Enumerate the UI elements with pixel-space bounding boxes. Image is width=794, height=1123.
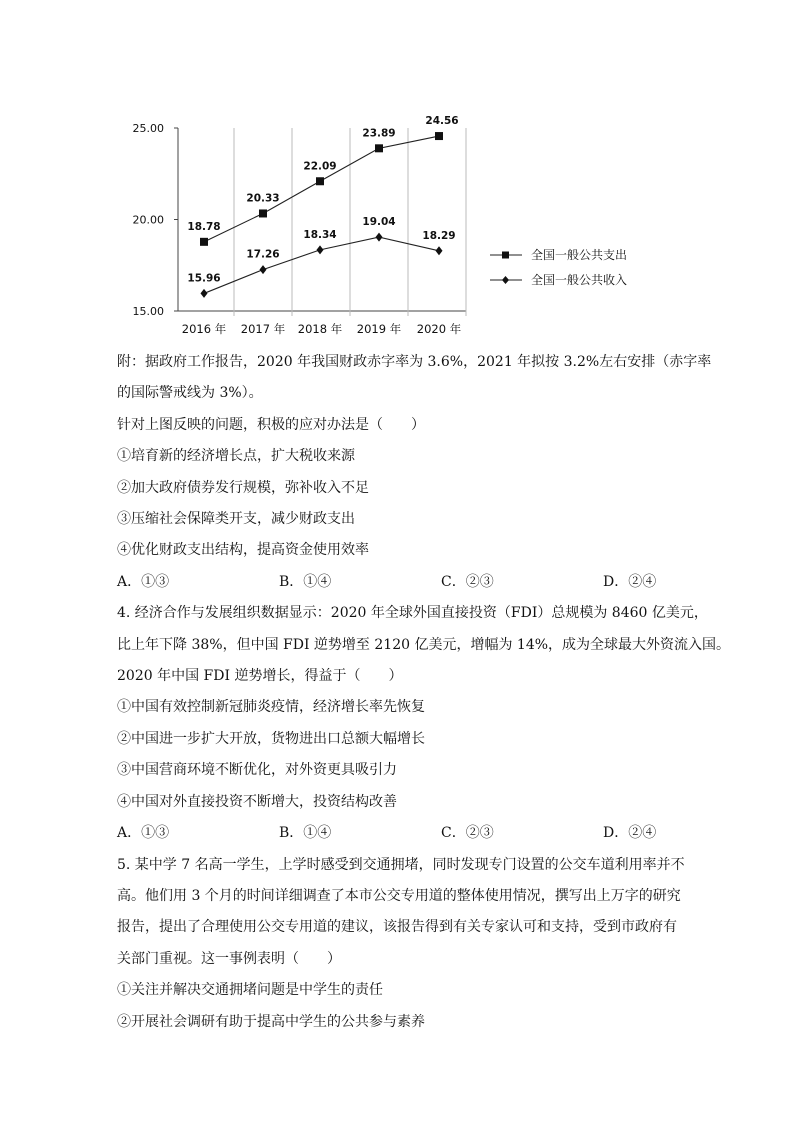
q4-item: ③中国营商环境不断优化，对外资更具吸引力: [117, 762, 397, 779]
q3-options: [117, 567, 677, 598]
q4-option-c[interactable]: C．②③: [441, 825, 494, 842]
q4-option-d[interactable]: D．②④: [603, 825, 657, 842]
q3-item: ③压缩社会保障类开支，减少财政支出: [117, 511, 355, 528]
diamond-marker: [317, 245, 324, 254]
x-tick-labels: [182, 322, 462, 336]
legend-diamond-marker: [502, 276, 509, 284]
legend-square-marker: [502, 252, 509, 259]
q4-item: ②中国进一步扩大开放，货物进出口总额大幅增长: [117, 730, 425, 747]
chart-legend: [490, 247, 627, 287]
data-label: 18.29: [422, 229, 456, 242]
data-label: 19.04: [362, 216, 396, 229]
q3-item: ②加大政府债券发行规模，弥补收入不足: [117, 479, 369, 496]
q5-stem: 关部门重视。这一事例表明（ ）: [117, 950, 341, 967]
square-marker: [259, 209, 267, 217]
q3-item: ①培育新的经济增长点，扩大税收来源: [117, 448, 355, 465]
data-label: 18.78: [187, 220, 221, 233]
q3-stem: 针对上图反映的问题，积极的应对办法是（ ）: [117, 416, 425, 433]
diamond-marker: [201, 289, 208, 298]
q5-stem: 高。他们用 3 个月的时间详细调查了本市公交专用道的整体使用情况，撰写出上万字的研究: [117, 887, 681, 904]
q4-stem: 2020 年中国 FDI 逆势增长，得益于（ ）: [117, 668, 403, 685]
series-line-2: [204, 237, 439, 293]
data-label: 15.96: [187, 272, 221, 285]
q3-option-d[interactable]: D．②④: [603, 573, 657, 590]
legend-label: 全国一般公共支出: [531, 248, 628, 262]
q3-option-c[interactable]: C．②③: [441, 573, 494, 590]
q5-item: ①关注并解决交通拥堵问题是中学生的责任: [117, 982, 383, 999]
q4-stem: 比上年下降 38%，但中国 FDI 逆势增至 2120 亿美元，增幅为 14%，成为全球最大外资流入国。: [117, 636, 731, 653]
x-tick-label: 2020 年: [416, 322, 462, 336]
square-marker: [200, 238, 208, 246]
x-tick-label: 2016 年: [181, 322, 227, 336]
data-label: 20.33: [246, 192, 280, 205]
square-marker: [375, 144, 383, 152]
data-label: 24.56: [425, 115, 459, 128]
q3-item: ④优化财政支出结构，提高资金使用效率: [117, 542, 369, 559]
square-marker: [316, 177, 324, 185]
data-label: 17.26: [246, 248, 280, 261]
q4-options: [117, 818, 677, 849]
data-label: 18.34: [303, 228, 337, 241]
q4-item: ④中国对外直接投资不断增大，投资结构改善: [117, 793, 397, 810]
q4-option-a[interactable]: A．①③: [117, 825, 170, 842]
finance-line-chart: [0, 0, 794, 345]
y-tick-label: 15.00: [132, 305, 164, 318]
note-line: 的国际警戒线为 3%）。: [117, 385, 263, 402]
square-marker: [435, 132, 443, 140]
x-tick-label: 2017 年: [240, 322, 286, 336]
q5-stem: 5. 某中学 7 名高一学生，上学时感受到交通拥堵，同时发现专门设置的公交车道利用率并不: [117, 856, 685, 873]
chart-grid: [234, 128, 466, 316]
legend-label: 全国一般公共收入: [531, 273, 628, 287]
note-line: 附：据政府工作报告，2020 年我国财政赤字率为 3.6%，2021 年拟按 3.2%左右安排（赤字率: [117, 354, 712, 370]
y-tick-labels: [133, 122, 165, 318]
q4-option-b[interactable]: B．①④: [279, 825, 332, 842]
q4-item: ①中国有效控制新冠肺炎疫情，经济增长率先恢复: [117, 699, 425, 716]
q5-item: ②开展社会调研有助于提高中学生的公共参与素养: [117, 1013, 425, 1030]
diamond-marker: [376, 233, 383, 242]
diamond-marker: [436, 246, 443, 255]
q3-option-b[interactable]: B．①④: [279, 573, 332, 590]
data-label: 23.89: [362, 127, 396, 140]
diamond-marker: [260, 265, 267, 274]
series-markers: [200, 132, 443, 298]
q3-option-a[interactable]: A．①③: [117, 573, 170, 590]
question-content: [117, 347, 731, 1038]
q4-stem: 4. 经济合作与发展组织数据显示：2020 年全球外国直接投资（FDI）总规模为 8460 亿美元，: [117, 605, 708, 622]
x-tick-label: 2019 年: [356, 322, 402, 336]
x-tick-label: 2018 年: [297, 322, 343, 336]
y-tick-label: 25.00: [132, 122, 164, 135]
y-tick-label: 20.00: [132, 213, 164, 227]
q5-stem: 报告，提出了合理使用公交专用道的建议，该报告得到有关专家认可和支持，受到市政府有: [117, 919, 677, 936]
series-line-1: [204, 136, 439, 242]
data-label: 22.09: [303, 160, 337, 173]
